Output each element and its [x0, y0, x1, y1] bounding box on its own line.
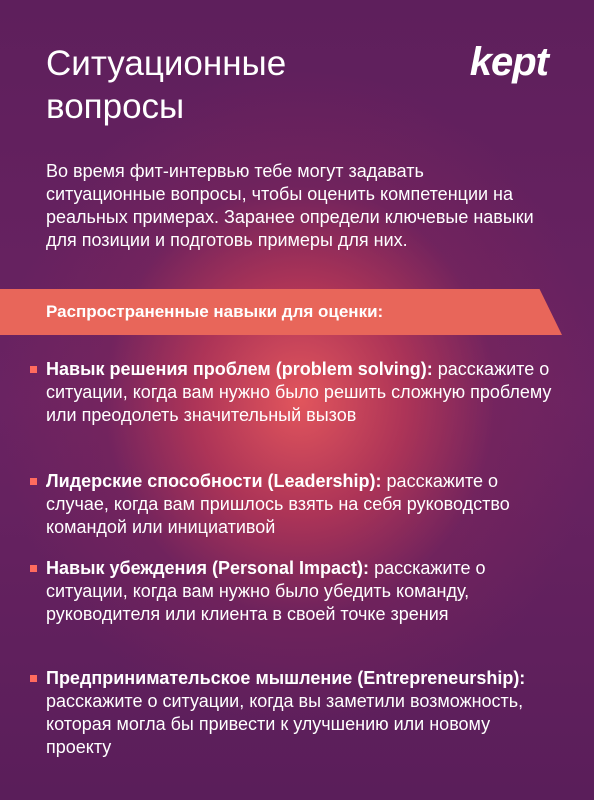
section-banner-label: Распространенные навыки для оценки:: [46, 302, 384, 321]
skill-description: расскажите о ситуации, когда вы заметили возможность, которая могла бы привести к улучшению или новому проекту: [46, 691, 524, 757]
skill-name: Предпринимательское мышление (Entrepreneurship):: [46, 668, 526, 688]
skill-name: Лидерские способности (Leadership):: [46, 471, 382, 491]
intro-paragraph: Во время фит-интервью тебе могут задавать ситуационные вопросы, чтобы оценить компетенции на реальных примерах. Заранее определи ключевые навыки для позиции и подготовь примеры для них.: [46, 161, 534, 250]
skill-item-leadership: [46, 470, 556, 539]
skill-item-problem-solving: [46, 358, 556, 427]
skill-item-entrepreneurship: [46, 667, 556, 759]
skill-name: Навык убеждения (Personal Impact):: [46, 558, 370, 578]
bullet-icon: [30, 478, 37, 485]
bullet-icon: [30, 565, 37, 572]
skill-name: Навык решения проблем (problem solving):: [46, 359, 433, 379]
skill-description: расскажите о ситуации, когда вам нужно было решить сложную проблему или преодолеть значительный вызов: [46, 359, 552, 425]
kept-logo: kept: [469, 40, 548, 84]
bullet-icon: [30, 675, 37, 682]
skill-item-personal-impact: [46, 557, 556, 626]
skill-description: расскажите о случае, когда вам пришлось взять на себя руководство командой или инициативой: [46, 471, 510, 537]
page-title: Ситуационные вопросы: [46, 44, 287, 126]
skill-description: расскажите о ситуации, когда вам нужно было убедить команду, руководителя или клиента в своей точке зрения: [46, 558, 486, 624]
bullet-icon: [30, 366, 37, 373]
